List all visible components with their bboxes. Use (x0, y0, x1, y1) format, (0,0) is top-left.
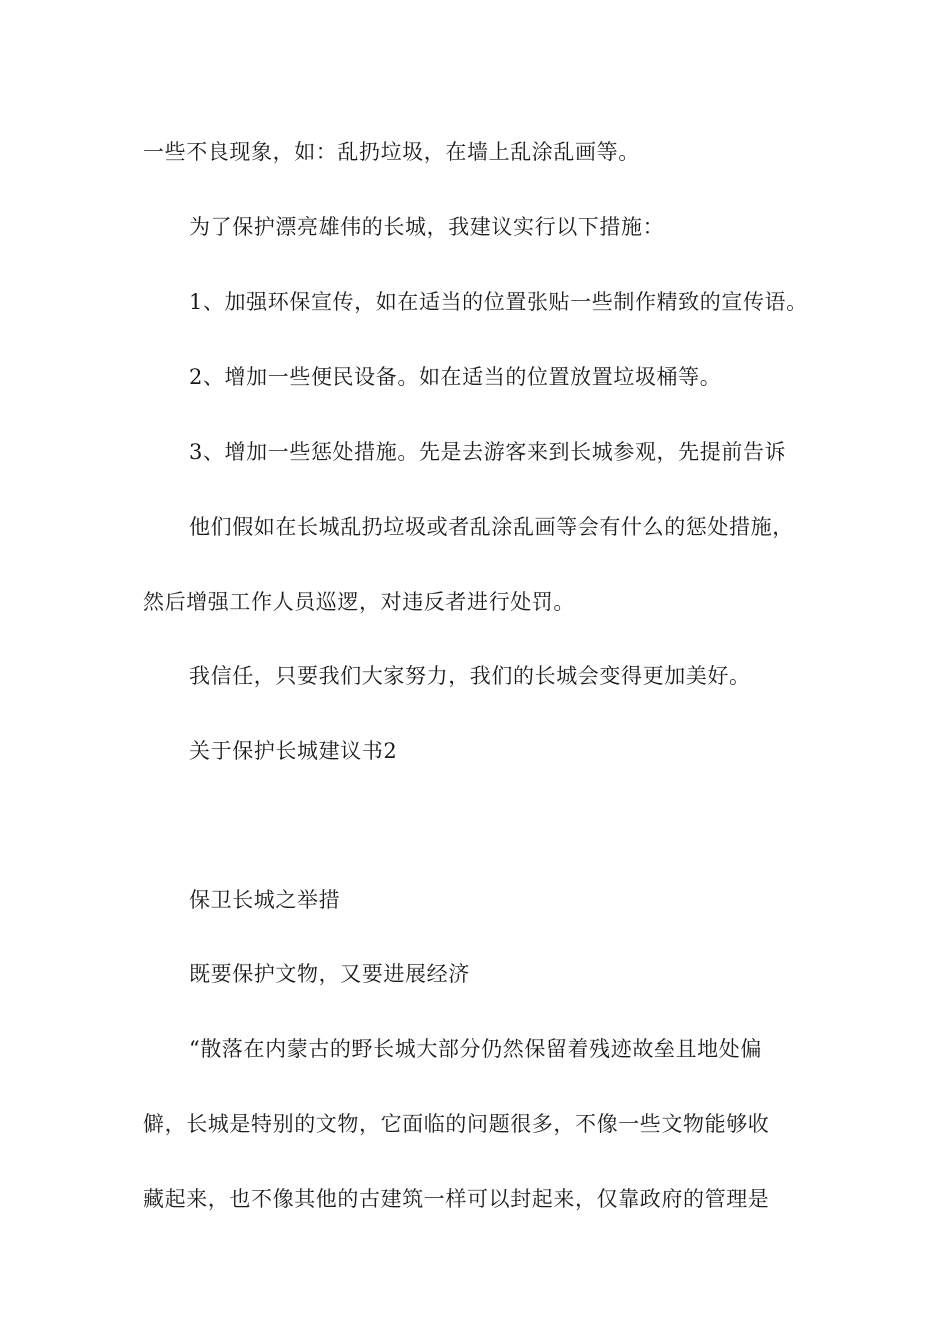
list-item: 他们假如在长城乱扔垃圾或者乱涂乱画等会有什么的惩处措施， (189, 515, 794, 539)
list-item: 3、增加一些惩处措施。先是去游客来到长城参观，先提前告诉 (189, 440, 787, 464)
list-item: 1、加强环保宣传，如在适当的位置张贴一些制作精致的宣传语。 (189, 290, 808, 314)
list-item: 2、增加一些便民设备。如在适当的位置放置垃圾桶等。 (189, 365, 722, 389)
article-subheading: 既要保护文物，又要进展经济 (189, 962, 470, 986)
list-item: 然后增强工作人员巡逻，对违反者进行处罚。 (143, 590, 575, 614)
paragraph-line: “散落在内蒙古的野长城大部分仍然保留着残迹故垒且地处偏 (189, 1037, 762, 1061)
paragraph-line: 一些不良现象，如：乱扔垃圾，在墙上乱涂乱画等。 (143, 140, 640, 164)
paragraph-line: 为了保护漂亮雄伟的长城，我建议实行以下措施： (189, 215, 665, 239)
paragraph-line: 僻，长城是特别的文物，它面临的问题很多，不像一些文物能够收 (143, 1112, 770, 1136)
paragraph-line: 藏起来，也不像其他的古建筑一样可以封起来，仅靠政府的管理是 (143, 1187, 770, 1211)
section-title: 关于保护长城建议书2 (189, 739, 398, 763)
paragraph-line: 我信任，只要我们大家努力，我们的长城会变得更加美好。 (189, 664, 751, 688)
article-heading: 保卫长城之举措 (189, 888, 341, 912)
